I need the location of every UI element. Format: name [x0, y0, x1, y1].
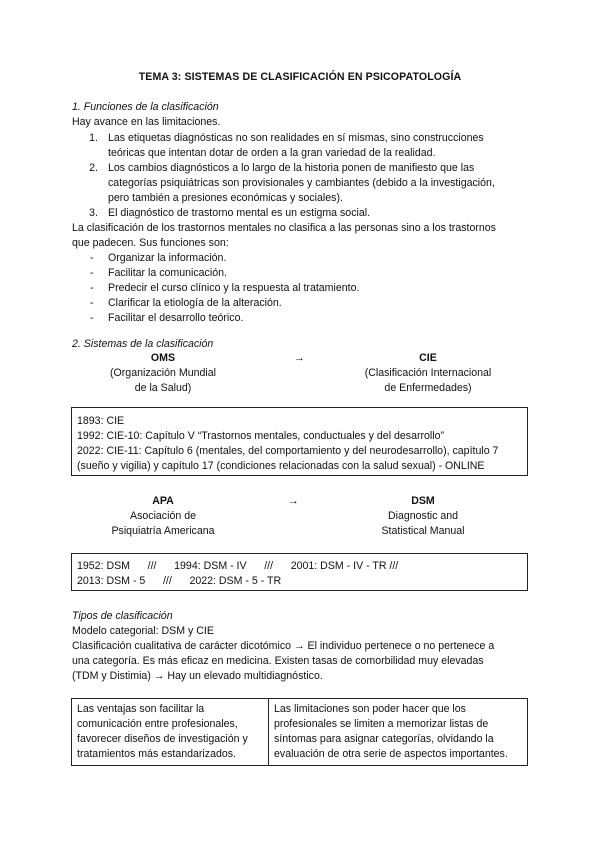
dash-bullet: -: [90, 267, 94, 279]
cie-history-line: 1992: CIE-10: Capítulo V “Trastornos mentales, conductuales y del desarrollo”: [77, 430, 445, 442]
cie-block: [358, 351, 498, 396]
section-2-heading: 2. Sistemas de la clasificación: [72, 338, 214, 350]
arrow-icon: →: [288, 495, 299, 507]
dash-item: Facilitar la comunicación.: [108, 267, 227, 279]
dsm-block: [348, 494, 498, 539]
cie-abbr: CIE: [419, 352, 437, 364]
list-item-line: teóricas que intentan dotar de orden a la gran variedad de la realidad.: [108, 147, 436, 159]
oms-abbr: OMS: [150, 352, 176, 364]
dash-bullet: -: [90, 282, 94, 294]
list-number: 2.: [89, 162, 98, 174]
apa-block: [98, 494, 228, 539]
oms-name-line: (Organización Mundial: [110, 367, 216, 379]
cie-history-line: (sueño y vigilia) y capítulo 17 (condiciones relacionadas con la salud sexual) - ONLINE: [77, 460, 485, 472]
dsm-history-line: 1952: DSM /// 1994: DSM - IV /// 2001: DSM - IV - TR ///: [77, 560, 399, 572]
oms-name-line: de la Salud): [134, 382, 192, 394]
cie-history-box: [71, 407, 528, 476]
list-item-line: categorías psiquiátricas son provisionales y cambiantes (debido a la investigación,: [108, 177, 495, 189]
cie-name-line: de Enfermedades): [384, 382, 472, 394]
paragraph-line: La clasificación de los trastornos mentales no clasifica a las personas sino a los trastornos: [72, 222, 496, 234]
limitations-line: síntomas para asignar categorías, olvidando la: [274, 733, 494, 745]
page-title: TEMA 3: SISTEMAS DE CLASIFICACIÓN EN PSICOPATOLOGÍA: [138, 71, 462, 83]
pros-cons-table: [71, 698, 528, 766]
list-number: 3.: [89, 207, 98, 219]
advantages-line: comunicación entre profesionales,: [77, 718, 238, 730]
section-1-intro: Hay avance en las limitaciones.: [72, 116, 221, 128]
oms-block: [98, 351, 228, 396]
dsm-abbr: DSM: [411, 495, 435, 507]
paragraph-line: Clasificación cualitativa de carácter dicotómico → El individuo pertenece o no pertenece a: [72, 640, 495, 652]
limitations-line: Las limitaciones son poder hacer que los: [274, 703, 466, 715]
cie-history-line: 1893: CIE: [77, 415, 125, 427]
dsm-name-line: Diagnostic and: [387, 510, 459, 522]
advantages-line: Las ventajas son facilitar la: [77, 703, 205, 715]
list-item-line: pero también a presiones económicas y sociales).: [108, 192, 343, 204]
dsm-name-line: Statistical Manual: [381, 525, 465, 537]
dash-item: Organizar la información.: [108, 252, 227, 264]
list-item-line: El diagnóstico de trastorno mental es un estigma social.: [108, 207, 371, 219]
types-heading: Tipos de clasificación: [72, 610, 173, 622]
dsm-history-box: [71, 553, 528, 591]
section-1-heading: 1. Funciones de la clasificación: [72, 101, 219, 113]
types-model: Modelo categorial: DSM y CIE: [72, 625, 214, 637]
cie-name-line: (Clasificación Internacional: [364, 367, 492, 379]
paragraph-line: que padecen. Sus funciones son:: [72, 237, 229, 249]
arrow-icon: →: [294, 352, 305, 364]
apa-abbr: APA: [152, 495, 174, 507]
apa-name-line: Psiquiatría Americana: [111, 525, 215, 537]
list-number: 1.: [89, 132, 98, 144]
list-item-line: Los cambios diagnósticos a lo largo de la historia ponen de manifiesto que las: [108, 162, 475, 174]
dash-bullet: -: [90, 312, 94, 324]
limitations-line: profesionales se limiten a memorizar listas de: [274, 718, 489, 730]
dash-item: Facilitar el desarrollo teórico.: [108, 312, 244, 324]
dsm-history-line: 2013: DSM - 5 /// 2022: DSM - 5 - TR: [77, 575, 282, 587]
advantages-line: tratamientos más estandarizados.: [77, 748, 236, 760]
paragraph-line: una categoría. Es más eficaz en medicina. Existen tasas de comorbilidad muy elevadas: [72, 655, 484, 667]
dash-bullet: -: [90, 297, 94, 309]
paragraph-line: (TDM y Distimia) → Hay un elevado multidiagnóstico.: [72, 670, 323, 682]
dash-item: Predecir el curso clínico y la respuesta al tratamiento.: [108, 282, 360, 294]
advantages-line: favorecer diseños de investigación y: [77, 733, 248, 745]
limitations-cell: [269, 699, 528, 766]
list-item-line: Las etiquetas diagnósticas no son realidades en sí mismas, sino construcciones: [108, 132, 484, 144]
apa-name-line: Asociación de: [130, 510, 196, 522]
advantages-cell: [72, 699, 269, 766]
dash-item: Clarificar la etiología de la alteración.: [108, 297, 282, 309]
limitations-line: evaluación de otra serie de aspectos importantes.: [274, 748, 508, 760]
dash-bullet: -: [90, 252, 94, 264]
cie-history-line: 2022: CIE-11: Capítulo 6 (mentales, del comportamiento y del neurodesarrollo), capítulo 7: [77, 445, 499, 457]
